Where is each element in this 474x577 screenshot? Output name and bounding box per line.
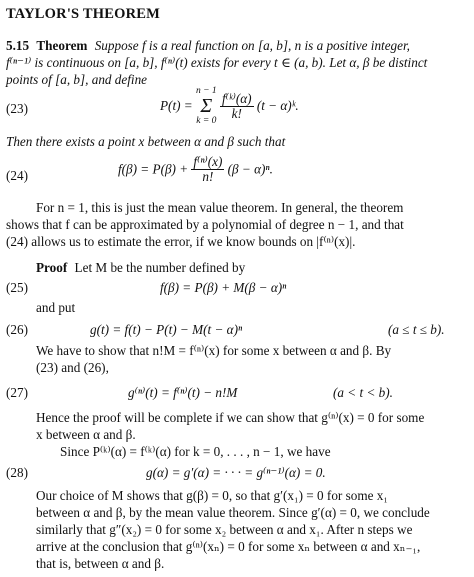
eq23-sum-bottom: k = 0 [196, 116, 217, 126]
eq23-tag: (23) [6, 101, 28, 116]
eq23-sigma: Σ [200, 95, 213, 117]
theorem-number: 5.15 [6, 38, 30, 53]
theorem-text-1: Suppose f is a real function on [a, b], n is a positive integer, [94, 38, 410, 53]
eq26-body: g(t) = f(t) − P(t) − M(t − α)ⁿ [90, 322, 243, 337]
eq28-body: g(α) = g′(α) = · · · = g⁽ⁿ⁻¹⁾(α) = 0. [146, 465, 326, 480]
eq23-tail: (t − α)ᵏ. [256, 98, 299, 113]
eq24-body [118, 155, 273, 184]
para2-line-2: (23) and (26), [36, 360, 109, 375]
proof-text: Let M be the number defined by [74, 260, 246, 275]
eq27-condition: (a < t < b). [333, 385, 393, 400]
theorem-text-3: points of [a, b], and define [6, 72, 148, 87]
then-text: Then there exists a point x between α and β such that [6, 134, 286, 149]
para4-line-3: similarly that g″(x₂) = 0 for some x₂ between α and x₁. After n steps we [36, 522, 413, 537]
para4-line-2: between α and β, by the mean value theorem. Since g′(α) = 0, we conclude [36, 505, 430, 520]
eq24-denominator: n! [202, 169, 214, 184]
para1-line-3: (24) allows us to estimate the error, if we know bounds on |f⁽ⁿ⁾(x)|. [6, 234, 356, 249]
eq27-body: g⁽ⁿ⁾(t) = f⁽ⁿ⁾(t) − n!M [128, 385, 238, 400]
and-put-text: and put [36, 300, 76, 315]
eq23-fraction [220, 92, 254, 121]
eq27-tag: (27) [6, 385, 28, 400]
eq23-sum-top: n − 1 [196, 86, 217, 96]
eq23-denominator: k! [231, 105, 242, 121]
theorem-label: Theorem [36, 38, 88, 53]
theorem-text-2: f⁽ⁿ⁻¹⁾ is continuous on [a, b], f⁽ⁿ⁾(t) exists for every t ∈ (a, b). Let α, β be distinct [6, 55, 428, 70]
para3-line-2: x between α and β. [36, 427, 136, 442]
section-header: TAYLOR'S THEOREM [6, 6, 161, 22]
eq24-numerator: f⁽ⁿ⁾(x) [193, 154, 223, 169]
para4-line-5: that is, between α and β. [36, 556, 165, 571]
para1-line-1: For n = 1, this is just the mean value theorem. In general, the theorem [36, 200, 404, 215]
eq26-tag: (26) [6, 322, 28, 337]
eq25-tag: (25) [6, 280, 28, 295]
eq24-tag: (24) [6, 168, 28, 183]
para1-line-2: shows that f can be approximated by a polynomial of degree n − 1, and that [6, 217, 404, 232]
eq25-body: f(β) = P(β) + M(β − α)ⁿ [160, 280, 287, 295]
eq23-numerator: f⁽ᵏ⁾(α) [221, 90, 252, 106]
eq24-lhs: f(β) = P(β) + [118, 161, 189, 177]
eq24-fraction [191, 155, 224, 184]
para3-line-1: Hence the proof will be complete if we can show that g⁽ⁿ⁾(x) = 0 for some [36, 410, 425, 425]
para3-line-3: Since P⁽ᵏ⁾(α) = f⁽ᵏ⁾(α) for k = 0, . . . , n − 1, we have [60, 444, 331, 459]
proof-label: Proof [36, 260, 68, 275]
eq23-sum [196, 86, 217, 126]
proof-line [36, 260, 245, 276]
eq23-lhs: P(t) = [160, 98, 193, 113]
para2-line-1: We have to show that n!M = f⁽ⁿ⁾(x) for some x between α and β. By [36, 343, 392, 358]
eq24-tail: (β − α)ⁿ. [227, 161, 273, 177]
para4-line-4: arrive at the conclusion that g⁽ⁿ⁾(xₙ) = 0 for some xₙ between α and xₙ₋₁, [36, 539, 421, 554]
para4-line-1: Our choice of M shows that g(β) = 0, so that g′(x₁) = 0 for some x₁ [36, 488, 388, 503]
theorem-line-1 [6, 38, 410, 54]
eq23-body [160, 86, 299, 126]
eq28-tag: (28) [6, 465, 28, 480]
eq26-condition: (a ≤ t ≤ b). [388, 322, 445, 337]
